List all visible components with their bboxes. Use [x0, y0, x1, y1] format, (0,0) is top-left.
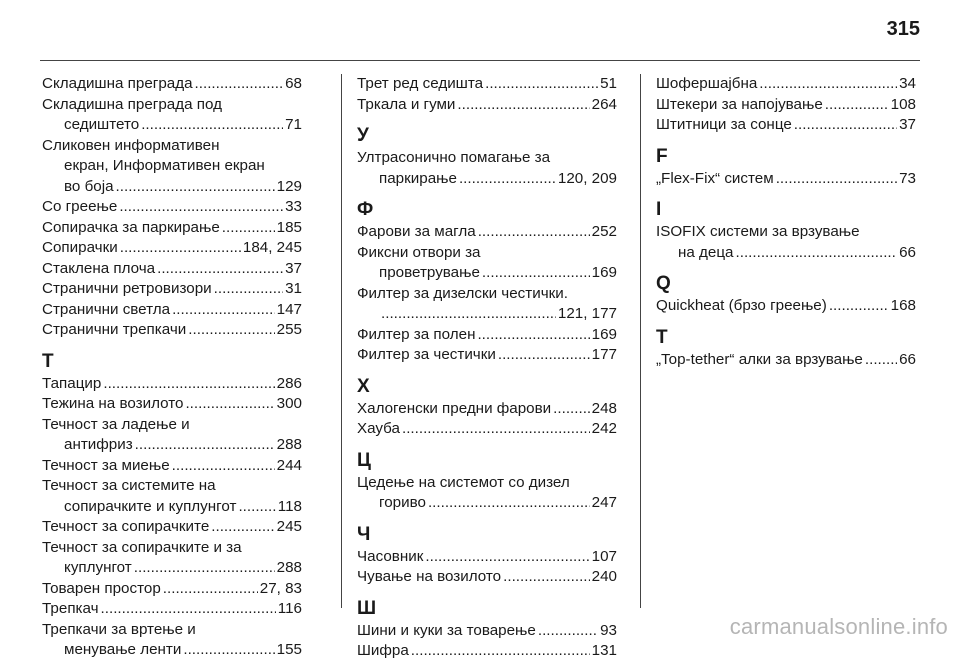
- index-entry: [357, 148, 617, 189]
- index-column-2: [357, 74, 617, 662]
- dot-leader: [736, 243, 898, 264]
- index-entry-text: Тежина на возилото: [42, 395, 184, 412]
- dot-leader: [478, 222, 590, 243]
- index-entry-text: Странични трепкачи: [42, 321, 187, 338]
- index-entry-page: 169: [591, 264, 617, 281]
- index-entry: [42, 238, 302, 259]
- dot-leader: [865, 350, 897, 371]
- dot-leader: [119, 197, 283, 218]
- dot-leader: [825, 95, 889, 116]
- index-entry-text: Трепкач: [42, 600, 99, 617]
- index-letter-heading: Ч: [357, 523, 371, 545]
- dot-leader: [457, 95, 589, 116]
- index-column-3: [656, 74, 916, 370]
- index-entry: [42, 456, 302, 477]
- index-letter-heading: F: [656, 145, 668, 167]
- index-entry-page: 247: [591, 494, 617, 511]
- index-entry-page: 264: [591, 95, 617, 113]
- index-entry-text: Тапацир: [42, 374, 102, 392]
- index-entry-text: Странични ретровизори: [42, 280, 212, 297]
- dot-leader: [135, 435, 275, 456]
- dot-leader: [134, 558, 275, 579]
- index-entry: [357, 74, 617, 95]
- dot-leader: [120, 238, 241, 259]
- index-entry-page: 184, 245: [242, 239, 302, 256]
- index-entry-text: Течност за сопирачките: [42, 518, 210, 535]
- top-rule: [40, 60, 920, 61]
- dot-leader: [195, 74, 284, 95]
- index-entry-page: 120, 209: [557, 169, 617, 187]
- index-entry-page: 169: [591, 325, 617, 343]
- index-entry: [656, 350, 916, 371]
- index-entry-text: Складишна преграда: [42, 75, 193, 92]
- index-letter-heading: I: [656, 199, 662, 220]
- index-entry-text: Складишна преграда под: [42, 95, 222, 113]
- index-entry: [357, 419, 617, 440]
- dot-leader: [402, 419, 590, 440]
- index-entry-text: Хауба: [357, 420, 400, 437]
- index-letter-heading: T: [656, 326, 668, 348]
- index-entry: [42, 197, 302, 218]
- index-entry: [42, 300, 302, 321]
- index-entry: [357, 473, 617, 514]
- dot-leader: [503, 567, 590, 588]
- index-entry-text: Трет ред седишта: [357, 75, 484, 92]
- index-letter-heading: Q: [656, 273, 671, 294]
- index-entry-text: Сликовен информативен: [42, 136, 220, 154]
- dot-leader: [101, 599, 276, 620]
- index-entry-page: 37: [285, 259, 302, 277]
- index-entry-text: Цедење на системот со дизел: [357, 473, 570, 491]
- index-letter-heading: Т: [42, 350, 54, 372]
- index-entry-text: сопирачките и куплунгот: [64, 497, 237, 515]
- index-entry-page: 248: [591, 399, 617, 417]
- dot-leader: [553, 399, 589, 420]
- index-entry-text: Филтер за дизелски честички.: [357, 284, 568, 302]
- index-entry-text: седиштето: [64, 116, 140, 133]
- index-entry: [42, 320, 302, 341]
- dot-leader: [482, 263, 590, 284]
- dot-leader: [172, 456, 275, 477]
- index-entry-page: 71: [285, 116, 302, 133]
- index-entry-text: екран, Информативен екран: [64, 157, 265, 174]
- dot-leader: [157, 259, 283, 280]
- index-entry-text: менување ленти: [64, 641, 182, 658]
- index-entry-text: Шофершајбна: [656, 75, 758, 92]
- index-entry-page: 131: [591, 642, 617, 659]
- index-entry-page: 31: [285, 280, 302, 297]
- index-entry-text: Сопирачка за паркирање: [42, 218, 220, 236]
- index-entry-text: Сопирачки: [42, 239, 118, 256]
- index-entry-text: ISOFIX системи за врзување: [656, 223, 860, 240]
- dot-leader: [794, 115, 897, 136]
- index-letter-heading: Ц: [357, 449, 371, 471]
- dot-leader: [211, 517, 274, 538]
- dot-leader: [459, 169, 556, 190]
- index-entry-text: Течност за системите на: [42, 477, 216, 494]
- index-entry-text: Товарен простор: [42, 579, 161, 597]
- index-entry-page: 116: [277, 600, 302, 617]
- index-entry-page: 121, 177: [557, 305, 617, 322]
- index-entry-page: 244: [276, 456, 302, 474]
- index-entry-text: Фарови за магла: [357, 223, 476, 240]
- index-entry-text: Филтер за полен: [357, 325, 476, 343]
- index-entry-page: 68: [285, 75, 302, 92]
- dot-leader: [759, 74, 897, 95]
- index-entry: [42, 517, 302, 538]
- index-entry: [656, 115, 916, 136]
- dot-leader: [141, 115, 283, 136]
- dot-leader: [776, 169, 897, 190]
- index-entry-text: Течност за ладење и: [42, 415, 190, 433]
- index-entry: [42, 415, 302, 456]
- index-entry-text: на деца: [678, 243, 734, 261]
- index-entry-page: 168: [890, 297, 916, 314]
- index-entry-page: 66: [899, 243, 916, 261]
- index-entry: [357, 222, 617, 243]
- dot-leader: [238, 497, 275, 518]
- index-entry-page: 73: [899, 169, 916, 187]
- index-entry-text: Фиксни отвори за: [357, 243, 481, 261]
- index-entry: [42, 620, 302, 661]
- index-entry-text: Тркала и гуми: [357, 95, 456, 113]
- index-entry-page: 240: [591, 568, 617, 585]
- index-entry-page: 129: [276, 177, 302, 195]
- dot-leader: [829, 296, 889, 317]
- dot-leader: [498, 345, 590, 366]
- index-entry-text: Quickheat (брзо греење): [656, 297, 827, 314]
- dot-leader: [485, 74, 598, 95]
- index-entry: [42, 538, 302, 579]
- index-entry-text: антифриз: [64, 436, 133, 453]
- index-entry-text: паркирање: [379, 169, 457, 187]
- index-entry-page: 252: [591, 223, 617, 240]
- dot-leader: [477, 325, 589, 346]
- index-entry-page: 66: [899, 350, 916, 368]
- index-entry-text: во боја: [64, 177, 114, 195]
- dot-leader: [183, 640, 274, 661]
- dot-leader: [116, 177, 275, 198]
- index-entry: [656, 95, 916, 116]
- index-entry: [357, 621, 617, 642]
- dot-leader: [428, 493, 590, 514]
- index-entry: [357, 399, 617, 420]
- index-entry-page: 245: [276, 518, 302, 535]
- index-entry-text: Филтер за честички: [357, 346, 496, 363]
- column-divider-2: [640, 74, 641, 608]
- dot-leader: [222, 218, 275, 239]
- index-entry-page: 118: [277, 497, 302, 515]
- index-entry: [357, 284, 617, 325]
- index-entry-page: 37: [899, 116, 916, 133]
- index-entry: [42, 599, 302, 620]
- index-entry: [656, 222, 916, 263]
- dot-leader: [103, 374, 274, 395]
- index-entry: [357, 547, 617, 568]
- index-entry-text: проветрување: [379, 264, 480, 281]
- index-entry: [357, 243, 617, 284]
- index-letter-heading: У: [357, 125, 369, 146]
- index-entry-text: Шифра: [357, 642, 409, 659]
- index-entry: [42, 476, 302, 517]
- index-entry-page: 177: [591, 346, 617, 363]
- dot-leader: [381, 304, 556, 325]
- index-letter-heading: Х: [357, 375, 370, 397]
- index-entry-page: 242: [591, 420, 617, 437]
- index-entry-page: 51: [600, 75, 617, 92]
- index-entry-text: Течност за миење: [42, 456, 170, 474]
- column-divider-1: [341, 74, 342, 608]
- index-entry-text: Со греење: [42, 198, 118, 215]
- index-entry-page: 286: [276, 374, 302, 392]
- index-entry-page: 288: [276, 559, 302, 576]
- index-entry-text: Стаклена плоча: [42, 259, 156, 277]
- index-entry-page: 27, 83: [259, 579, 302, 597]
- dot-leader: [188, 320, 274, 341]
- index-entry-page: 255: [276, 321, 302, 338]
- index-entry-text: Ултрасонично помагање за: [357, 149, 551, 166]
- index-entry-text: Халогенски предни фарови: [357, 399, 552, 417]
- index-entry: [42, 279, 302, 300]
- index-entry: [357, 325, 617, 346]
- index-entry-page: 147: [276, 300, 302, 318]
- dot-leader: [214, 279, 283, 300]
- index-entry-text: куплунгот: [64, 559, 132, 576]
- index-entry-text: Штекери за напојување: [656, 95, 823, 113]
- index-entry: [42, 136, 302, 198]
- index-entry: [42, 259, 302, 280]
- index-entry: [357, 641, 617, 662]
- index-column-1: [42, 74, 302, 661]
- index-letter-heading: Ш: [357, 597, 377, 619]
- index-entry: [357, 567, 617, 588]
- index-entry-page: 34: [899, 75, 916, 92]
- index-entry: [656, 296, 916, 317]
- index-entry-text: „Top-tether“ алки за врзување: [656, 350, 863, 368]
- index-entry: [42, 218, 302, 239]
- index-entry-page: 300: [276, 395, 302, 412]
- index-entry: [42, 394, 302, 415]
- index-entry-text: гориво: [379, 494, 426, 511]
- index-entry-page: 108: [890, 95, 916, 113]
- index-entry-text: Штитници за сонце: [656, 116, 792, 133]
- index-entry-text: Течност за сопирачките и за: [42, 538, 242, 556]
- index-entry-text: Шини и куки за товарење: [357, 621, 536, 639]
- dot-leader: [411, 641, 590, 662]
- dot-leader: [538, 621, 598, 642]
- index-entry: [656, 169, 916, 190]
- index-entry-page: 155: [276, 641, 302, 658]
- index-entry-page: 33: [285, 198, 302, 215]
- index-entry-page: 185: [276, 218, 302, 236]
- index-entry-text: Трепкачи за вртење и: [42, 620, 196, 638]
- index-entry-page: 93: [600, 621, 617, 639]
- index-entry-page: 288: [276, 436, 302, 453]
- index-entry-text: „Flex-Fix“ систем: [656, 169, 774, 187]
- index-entry: [42, 374, 302, 395]
- index-entry-text: Чување на возилото: [357, 568, 502, 585]
- index-entry: [42, 579, 302, 600]
- dot-leader: [425, 547, 589, 568]
- watermark: carmanualsonline.info: [729, 614, 948, 639]
- index-entry: [42, 74, 302, 95]
- index-entry: [656, 74, 916, 95]
- page-number: 315: [886, 18, 920, 40]
- index-letter-heading: Ф: [357, 199, 374, 220]
- dot-leader: [163, 579, 258, 600]
- index-entry: [357, 345, 617, 366]
- index-entry-page: 107: [591, 547, 617, 565]
- index-entry-text: Часовник: [357, 547, 424, 565]
- index-entry-text: Странични светла: [42, 300, 171, 318]
- dot-leader: [172, 300, 275, 321]
- index-entry: [357, 95, 617, 116]
- dot-leader: [185, 394, 274, 415]
- index-entry: [42, 95, 302, 136]
